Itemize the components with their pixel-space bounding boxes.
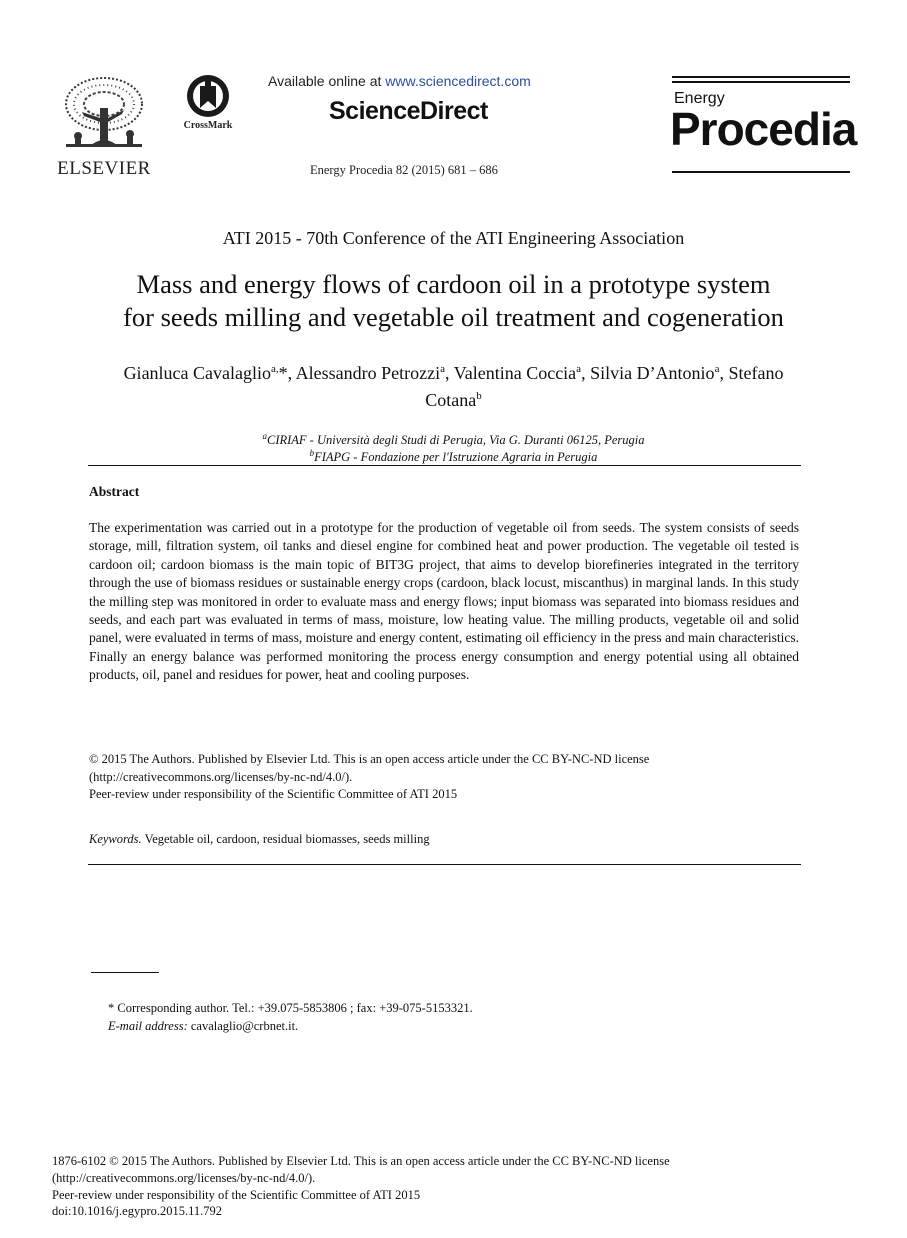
paper-title-line: for seeds milling and vegetable oil treatment and cogeneration (123, 302, 784, 332)
available-prefix: Available online at (268, 73, 386, 89)
affiliation-mark: b (309, 447, 315, 458)
elsevier-wordmark: ELSEVIER (57, 158, 151, 179)
footnote-contact: * Corresponding author. Tel.: +39.075-5853806 ; fax: +39-075-5153321. (108, 1001, 473, 1015)
author-separator: , (287, 363, 296, 383)
license-link[interactable]: (http://creativecommons.org/licenses/by-nc-nd/4.0/). (89, 769, 353, 784)
author-affiliation-mark: b (476, 390, 482, 402)
keywords-line (89, 832, 430, 847)
keywords-text: Vegetable oil, cardoon, residual biomasses, seeds milling (141, 832, 430, 846)
corresponding-author-mark: * (278, 363, 288, 383)
peer-review-line: Peer-review under responsibility of the Scientific Committee of ATI 2015 (89, 787, 458, 801)
abstract-body: The experimentation was carried out in a prototype for the production of vegetable oil from seeds. The system consists of seeds storage, mill, filtration system, oil tanks and diesel engine for combined heat and power production. The vegetable oil tested is cardoon oil; cardoon biomass is the main topic of BIT3G project, that aims to develop biorefineries integrated in the territory through the use of biomass residues or sustainable energy crops (cardoon, black locust, miscanthus) in marginal lands. In this study the milling step was monitored in order to evaluate mass and energy flows; input biomass was separated into biomass residues and seeds, and each part was evaluated in terms of mass, moisture, low heating value. The milling products, vegetable oil and solid panel, were evaluated in terms of mass, moisture and energy content, estimating oil efficiency in the press and main characteristics. Finally an energy balance was performed monitoring the process energy consumption and energy potential using all obtained products, oil, panel and residues for power, heat and cooling purposes. (89, 520, 799, 683)
author-name: Silvia D’Antonio (590, 363, 715, 383)
affiliation-text: FIAPG - Fondazione per l'Istruzione Agraria in Perugia (314, 450, 598, 464)
author-name: Alessandro Petrozzi (295, 363, 441, 383)
author-name: Valentina Coccia (453, 363, 577, 383)
affiliation-text: CIRIAF - Università degli Studi di Perugia, Via G. Duranti 06125, Perugia (266, 433, 645, 447)
author-affiliation-mark: a (714, 363, 720, 375)
keywords-label: Keywords. (89, 832, 142, 846)
license-line: © 2015 The Authors. Published by Elsevier Ltd. This is an open access article under the CC BY-NC-ND license (89, 752, 650, 766)
footnote-email-line (108, 1018, 473, 1036)
journal-citation: Energy Procedia 82 (2015) 681 – 686 (310, 163, 498, 177)
header-divider (88, 465, 801, 466)
elsevier-tree-icon (60, 74, 148, 156)
affiliation-list (100, 432, 807, 466)
bottom-copyright-block (52, 1153, 772, 1220)
elsevier-logo (56, 74, 152, 178)
affiliation-mark: a (262, 430, 267, 441)
crossmark-icon (178, 74, 238, 120)
conference-name: ATI 2015 - 70th Conference of the ATI Engineering Association (222, 228, 685, 248)
abstract-heading: Abstract (89, 484, 140, 499)
author-list (100, 360, 807, 414)
author-separator: , (581, 363, 591, 383)
author-separator: , (445, 363, 454, 383)
affiliation-line (100, 449, 807, 466)
doi-line[interactable]: doi:10.1016/j.egypro.2015.11.792 (52, 1204, 223, 1219)
bottom-peer-review-line: Peer-review under responsibility of the Scientific Committee of ATI 2015 (52, 1187, 421, 1202)
journal-logo-procedia: Procedia (670, 103, 857, 155)
author-name: Gianluca Cavalaglio (123, 363, 272, 383)
journal-logo-energy: Energy (674, 90, 725, 107)
affiliation-line (100, 432, 807, 449)
sciencedirect-link[interactable]: www.sciencedirect.com (385, 73, 531, 89)
journal-logo-rules (672, 76, 850, 86)
email-label: E-mail address: (108, 1018, 188, 1033)
sciencedirect-wordmark: ScienceDirect (329, 97, 488, 125)
paper-title (60, 268, 847, 334)
author-separator: , (719, 363, 729, 383)
available-online-line (268, 73, 531, 89)
paper-title-line: Mass and energy flows of cardoon oil in a prototype system (136, 269, 771, 299)
author-affiliation-mark: a (576, 363, 582, 375)
license-notice (89, 751, 809, 804)
author-affiliation-mark: a (440, 363, 446, 375)
abstract-divider (88, 864, 801, 865)
footnote-rule (91, 972, 159, 973)
email-address[interactable]: cavalaglio@crbnet.it. (187, 1018, 299, 1033)
issn-copyright-line: 1876-6102 © 2015 The Authors. Published by Elsevier Ltd. This is an open access article under the CC BY-NC-ND license (52, 1154, 670, 1168)
journal-logo-bottom-rule (672, 171, 850, 173)
author-affiliation-mark: a, (271, 363, 279, 375)
author-name: Stefano Cotana (425, 363, 784, 410)
bottom-license-link[interactable]: (http://creativecommons.org/licenses/by-nc-nd/4.0/). (52, 1170, 316, 1185)
crossmark-label: CrossMark (183, 120, 233, 131)
crossmark-badge[interactable] (178, 74, 238, 134)
corresponding-author-footnote (108, 1000, 473, 1035)
